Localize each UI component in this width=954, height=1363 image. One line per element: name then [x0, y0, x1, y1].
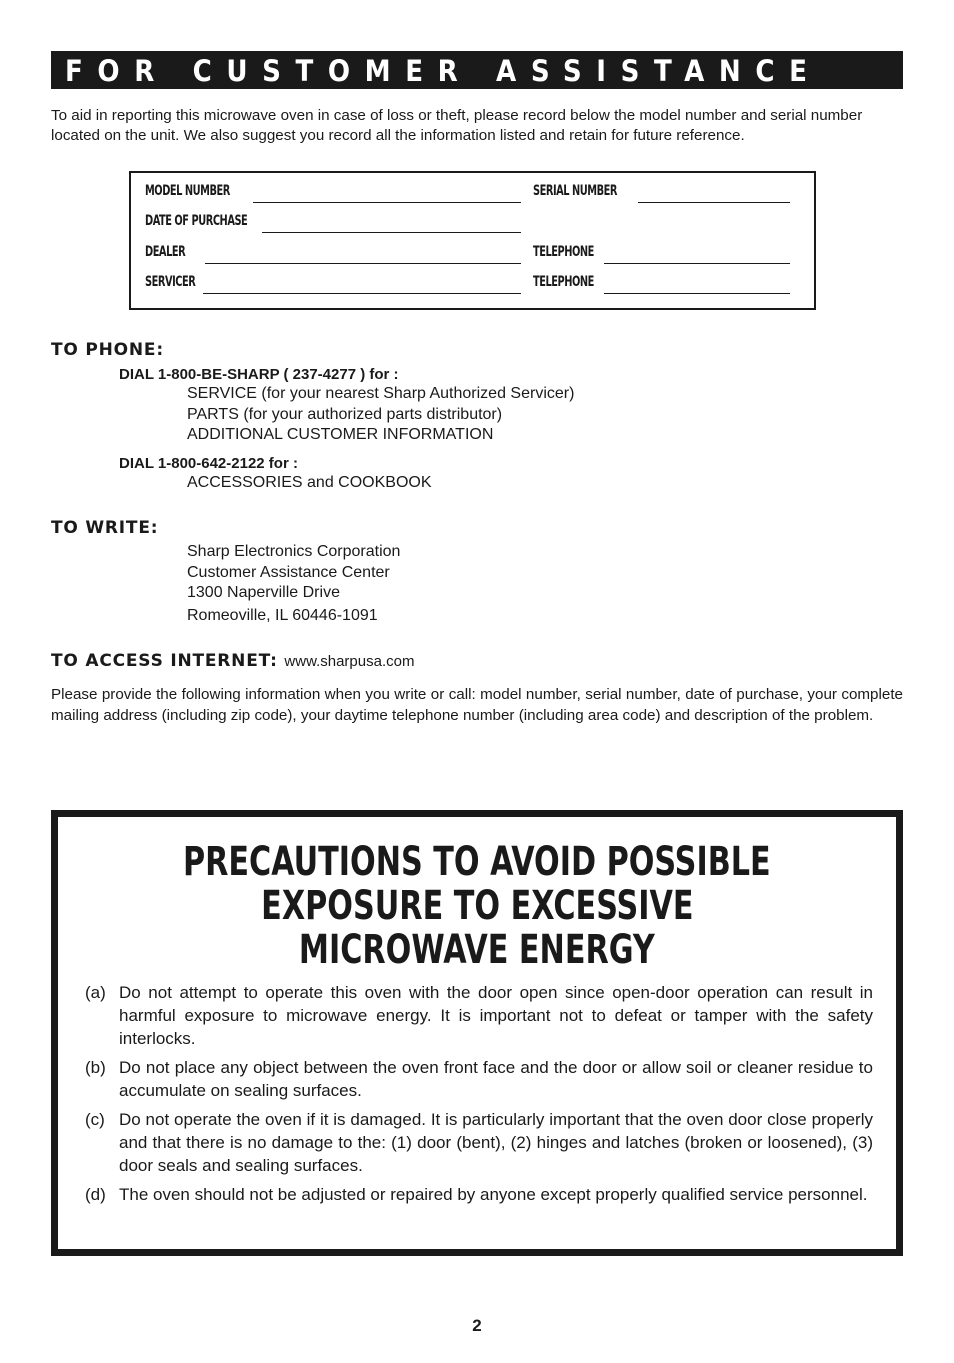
dealer-field [145, 244, 197, 260]
servicer-label: SERVICER [145, 274, 196, 290]
date-of-purchase-line [262, 232, 521, 233]
dealer-line [205, 263, 521, 264]
precautions-box [51, 810, 903, 1256]
dealer-label: DEALER [145, 244, 186, 260]
date-of-purchase-field [145, 213, 276, 229]
serial-number-label: SERIAL NUMBER [533, 183, 617, 199]
to-phone-heading: TO PHONE: [51, 340, 164, 360]
dial-1-item: ADDITIONAL CUSTOMER INFORMATION [187, 426, 494, 443]
serial-number-field [533, 183, 641, 199]
page-number: 2 [472, 1316, 482, 1335]
item-text: The oven should not be adjusted or repaired by anyone except properly qualified service personnel. [119, 1185, 868, 1204]
item-text: Do not operate the oven if it is damaged. It is particularly important that the oven door close properly and that there is no damage to the: (1) door (bent), (2) hinges and latches (broken or loosened), (3) door seals and sealing surfaces. [119, 1110, 873, 1175]
internet-heading-label: TO ACCESS INTERNET: [51, 651, 278, 671]
internet-heading [51, 651, 414, 671]
precautions-title-line: PRECAUTIONS TO AVOID POSSIBLE [183, 839, 771, 885]
item-letter: (c) [85, 1110, 105, 1129]
precautions-title-line: EXPOSURE TO EXCESSIVE [260, 883, 694, 929]
address-line: Romeoville, IL 60446-1091 [187, 607, 378, 624]
item-letter: (a) [85, 983, 106, 1002]
provide-info-paragraph: Please provide the following information when you write or call: model number, serial number, date of purchase, your complete mailing address (including zip code), your daytime telephone number (including area code) and description of the problem. [51, 686, 903, 724]
telephone-line [604, 263, 790, 264]
telephone-2-field [533, 274, 611, 290]
servicer-line [203, 293, 521, 294]
address-line: Sharp Electronics Corporation [187, 543, 401, 560]
servicer-field [145, 274, 210, 290]
item-text: Do not attempt to operate this oven with the door open since open-door operation can result in harmful exposure to microwave energy. It is important not to defeat or tamper with the safety interlocks. [119, 983, 873, 1048]
intro-paragraph: To aid in reporting this microwave oven in case of loss or theft, please record below the model number and serial number located on the unit. We also suggest you record all the information listed and retain for future reference. [51, 107, 863, 144]
address-line: Customer Assistance Center [187, 564, 390, 581]
serial-number-line [638, 202, 790, 203]
header-title: FOR CUSTOMER ASSISTANCE [65, 54, 822, 88]
item-letter: (b) [85, 1058, 106, 1077]
record-form [129, 171, 816, 310]
section-header-customer-assistance [51, 51, 903, 89]
telephone-2-label: TELEPHONE [533, 274, 594, 290]
address-line: 1300 Naperville Drive [187, 584, 340, 601]
telephone-label: TELEPHONE [533, 244, 594, 260]
dial-1-item: SERVICE (for your nearest Sharp Authorized Servicer) [187, 385, 575, 402]
dial-2: DIAL 1-800-642-2122 for : [119, 455, 298, 472]
model-number-field [145, 183, 254, 199]
model-number-label: MODEL NUMBER [145, 183, 230, 199]
dial-1-item: PARTS (for your authorized parts distributor) [187, 406, 503, 423]
date-of-purchase-label: DATE OF PURCHASE [145, 213, 248, 229]
precautions-title-line: MICROWAVE ENERGY [299, 927, 655, 973]
model-number-line [253, 202, 521, 203]
item-letter: (d) [85, 1185, 106, 1204]
website-link[interactable]: www.sharpusa.com [284, 653, 415, 670]
telephone-2-line [604, 293, 790, 294]
item-text: Do not place any object between the oven front face and the door or allow soil or cleaner residue to accumulate on sealing surfaces. [119, 1058, 873, 1100]
dial-1: DIAL 1-800-BE-SHARP ( 237-4277 ) for : [119, 366, 399, 383]
to-write-heading: TO WRITE: [51, 518, 159, 538]
dial-2-item: ACCESSORIES and COOKBOOK [187, 474, 432, 491]
telephone-field [533, 244, 611, 260]
